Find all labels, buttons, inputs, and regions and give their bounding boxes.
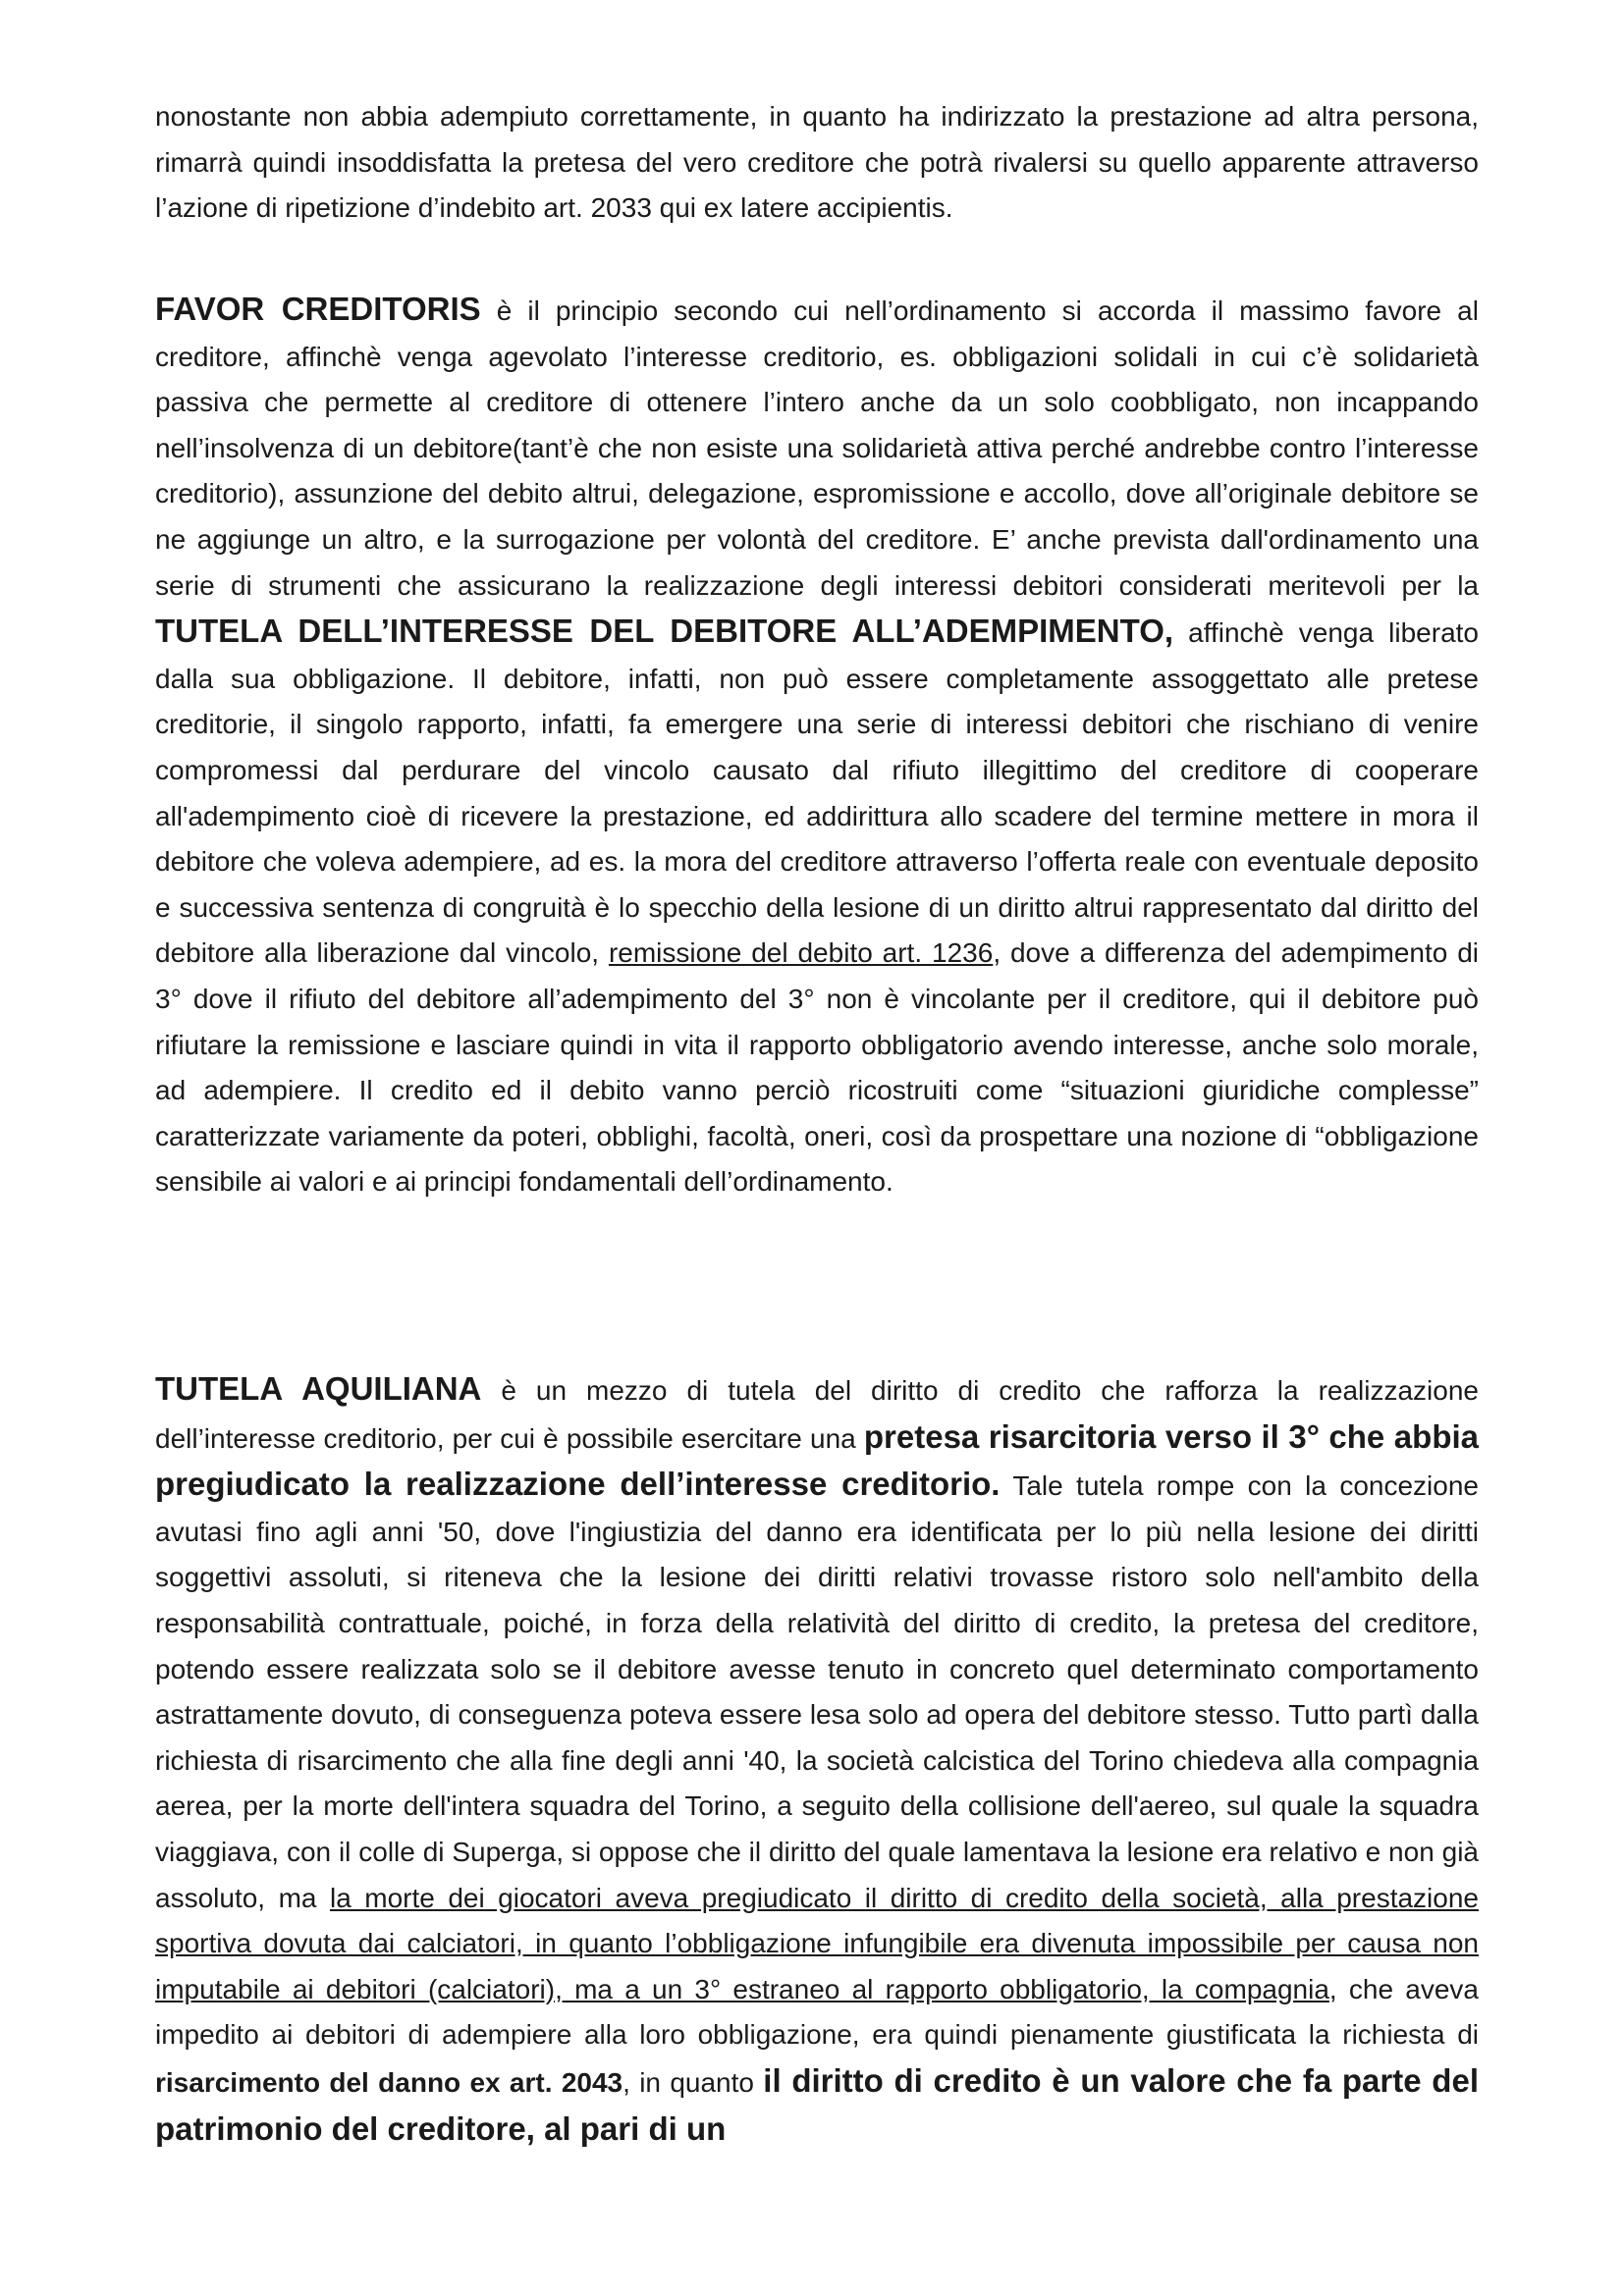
intro-text: nonostante non abbia adempiuto correttamente, in quanto ha indirizzato la prestazione ad altra persona, rimarrà quindi insoddisfatta la pretesa del vero creditore che potrà rivalersi su quello apparente attraverso l’azione di ripetizione d’indebito art. 2033 qui ex latere accipientis. [155, 101, 1479, 224]
paragraph-tutela-aquiliana [155, 1366, 1479, 2154]
tutela-aquiliana-text: è un mezzo di tutela del diritto di credito che rafforza la realizzazione dell’interesse creditorio, per cui è possibile esercitare una [155, 1375, 1479, 1454]
heading-tutela-debitore: TUTELA DELL’INTERESSE DEL DEBITORE ALL’ADEMPIMENTO, [155, 613, 1174, 650]
tutela-debitore-text: affinchè venga liberato dalla sua obbligazione. Il debitore, infatti, non può essere completamente assoggettato alle pretese creditorie, il singolo rapporto, infatti, fa emergere una serie di interessi debitori che rischiano di venire compromessi dal perdurare del vincolo causato dal rifiuto illegittimo del creditore di cooperare all'adempimento cioè di ricevere la prestazione, ed addirittura allo scadere del termine mettere in mora il debitore che voleva adempiere, ad es. la mora del creditore attraverso l’offerta reale con eventuale deposito e successiva sentenza di congruità è lo specchio della lesione di un diritto altrui rappresentato dal diritto del debitore alla liberazione dal vincolo, [155, 617, 1479, 969]
underlined-remissione: remissione del debito art. 1236 [608, 937, 994, 969]
heading-tutela-aquiliana: TUTELA AQUILIANA [155, 1370, 482, 1407]
tutela-aquiliana-text-2: , che aveva impedito ai debitori di adempiere alla loro obbligazione, era quindi pienamente giustificata la richiesta di [155, 1973, 1480, 2051]
tutela-debitore-text-end: , dove a differenza del adempimento di 3° dove il rifiuto del debitore all’adempimento del 3° non è vincolante per il creditore, qui il debitore può rifiutare la remissione e lasciare quindi in vita il rapporto obbligatorio avendo interesse, anche solo morale, ad adempiere. Il credito ed il debito vanno perciò ricostruiti come “situazioni giuridiche complesse” caratterizzate variamente da poteri, obblighi, facoltà, oneri, così da prospettare una nozione di “obbligazione sensibile ai valori e ai principi fondamentali dell’ordinamento. [155, 937, 1480, 1198]
paragraph-intro [155, 94, 1479, 232]
bold-pretesa-risarcitoria: pretesa risarcitoria verso il 3° che abbia pregiudicato la realizzazione dell’interesse creditorio. [155, 1417, 1480, 1503]
underlined-morte-giocatori: la morte dei giocatori aveva pregiudicato il diritto di credito della società, alla prestazione sportiva dovuta dai calciatori, in quanto l’obbligazione infungibile era divenuta impossibile per causa non imputabile ai debitori (calciatori), ma a un 3° estraneo al rapporto obbligatorio, la compagnia [155, 1882, 1479, 2004]
bold-diritto-di-credito: il diritto di credito è un valore che fa parte del patrimonio del creditore, al pari di un [155, 2061, 1479, 2147]
bold-risarcimento-danno: risarcimento del danno ex art. 2043 [155, 2066, 623, 2098]
tutela-aquiliana-text-3: , in quanto [623, 2066, 764, 2098]
tutela-aquiliana-history-text: Tale tutela rompe con la concezione avutasi fino agli anni '50, dove l'ingiustizia del danno era identificata per lo più nella lesione dei diritti soggettivi assoluti, si riteneva che la lesione dei diritti relativi trovasse ristoro solo nell'ambito della responsabilità contrattuale, poiché, in forza della relatività del diritto di credito, la pretesa del creditore, potendo essere realizzata solo se il debitore avesse tenuto in concreto quel determinato comportamento astrattamente dovuto, di conseguenza poteva essere lesa solo ad opera del debitore stesso. Tutto partì dalla richiesta di risarcimento che alla fine degli anni '40, la società calcistica del Torino chiedeva alla compagnia aerea, per la morte dell'intera squadra del Torino, a seguito della collisione dell'aereo, sul quale la squadra viaggiava, con il colle di Superga, si oppose che il diritto del quale lamentava la lesione era relativo e non già assoluto, ma [155, 1470, 1479, 1913]
favor-creditoris-text: è il principio secondo cui nell’ordinamento si accorda il massimo favore al creditore, affinchè venga agevolato l’interesse creditorio, es. obbligazioni solidali in cui c’è solidarietà passiva che permette al creditore di ottenere l’intero anche da un solo coobbligato, non incappando nell’insolvenza di un debitore(tant’è che non esiste una solidarietà attiva perché andrebbe contro l’interesse creditorio), assunzione del debito altrui, delegazione, espromissione e accollo, dove all’originale debitore se ne aggiunge un altro, e la surrogazione per volontà del creditore. E’ anche prevista dall'ordinamento una serie di strumenti che assicurano la realizzazione degli interessi debitori considerati meritevoli per la [155, 295, 1479, 601]
heading-favor-creditoris: FAVOR CREDITORIS [155, 291, 481, 327]
paragraph-favor-creditoris [155, 287, 1479, 1205]
